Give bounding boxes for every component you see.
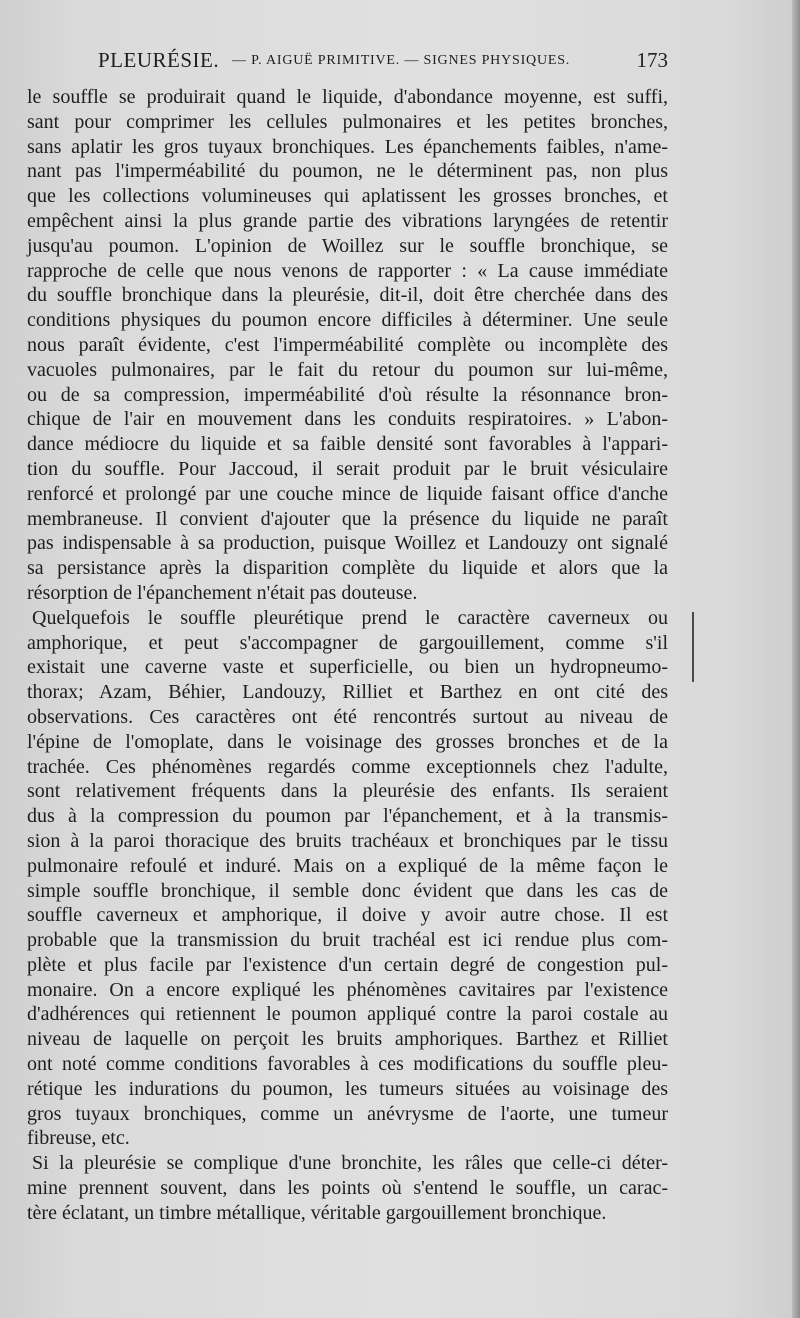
text-line: gros tuyaux bronchiques, comme un anévrysme de l'aorte, une tumeur [27, 1102, 668, 1125]
text-line: sa persistance après la disparition complète du liquide et alors que la [27, 557, 668, 580]
text-line: empêchent ainsi la plus grande partie des vibrations laryngées de retentir [27, 209, 668, 232]
text-line: rapproche de celle que nous venons de rapporter : « La cause immédiate [27, 259, 668, 282]
text-line: dance médiocre du liquide et sa faible densité sont favorables à l'appari- [27, 433, 668, 456]
text-line: simple souffle bronchique, il semble donc évident que dans les cas de [27, 879, 668, 902]
text-line: rétique les indurations du poumon, les tumeurs situées au voisinage des [27, 1077, 668, 1100]
text-line: tère éclatant, un timbre métallique, véritable gargouillement bronchique. [27, 1201, 607, 1224]
text-line: pulmonaire refoulé et induré. Mais on a expliqué de la même façon le [27, 854, 668, 877]
text-line: ont noté comme conditions favorables à ces modifications du souffle pleu- [27, 1053, 668, 1076]
text-line: monaire. On a encore expliqué les phénomènes cavitaires par l'existence [27, 978, 668, 1001]
text-line: observations. Ces caractères ont été rencontrés surtout au niveau de [27, 705, 668, 728]
text-line: renforcé et prolongé par une couche mince de liquide faisant office d'anche [27, 482, 668, 505]
body-text [27, 85, 668, 1226]
text-line: du souffle bronchique dans la pleurésie, dit-il, doit être cherchée dans des [27, 284, 668, 307]
running-title: PLEURÉSIE. [98, 48, 220, 72]
text-line: probable que la transmission du bruit trachéal est ici rendue plus com- [27, 929, 668, 952]
text-line: souffle caverneux et amphorique, il doive y avoir autre chose. Il est [27, 904, 668, 927]
text-line: thorax; Azam, Béhier, Landouzy, Rilliet et Barthez en ont cité des [27, 681, 668, 704]
text-line: fibreuse, etc. [27, 1127, 130, 1150]
text-line: chique de l'air en mouvement dans les conduits respiratoires. » L'abon- [27, 408, 668, 431]
text-line: mine prennent souvent, dans les points où s'entend le souffle, un carac- [27, 1177, 668, 1200]
text-line: que les collections volumineuses qui aplatissent les grosses bronches, et [27, 185, 668, 208]
text-line: tion du souffle. Pour Jaccoud, il serait produit par le bruit vésiculaire [27, 457, 668, 480]
text-line: sans aplatir les gros tuyaux bronchiques. Les épanchements faibles, n'ame- [27, 135, 668, 158]
text-line: trachée. Ces phénomènes regardés comme exceptionnels chez l'adulte, [27, 755, 668, 778]
text-line: d'adhérences qui retiennent le poumon appliqué contre la paroi costale au [27, 1003, 668, 1026]
text-line: membraneuse. Il convient d'ajouter que la présence du liquide ne paraît [27, 507, 668, 530]
text-line: vacuoles pulmonaires, par le fait du retour du poumon sur lui-même, [27, 358, 668, 381]
text-line: plète et plus facile par l'existence d'un certain degré de congestion pul- [27, 953, 668, 976]
text-line: sant pour comprimer les cellules pulmonaires et les petites bronches, [27, 110, 668, 133]
text-line: ou de sa compression, imperméabilité d'où résulte la résonnance bron- [27, 383, 668, 406]
page-number: 173 [636, 48, 668, 72]
running-subtitle: — P. AIGUË PRIMITIVE. — SIGNES PHYSIQUES. [232, 53, 571, 68]
text-line: dus à la compression du poumon par l'épanchement, et à la transmis- [27, 805, 668, 828]
text-line: jusqu'au poumon. L'opinion de Woillez sur le souffle bronchique, se [27, 234, 668, 257]
text-line: niveau de laquelle on perçoit les bruits amphoriques. Barthez et Rilliet [27, 1028, 668, 1051]
text-line: résorption de l'épanchement n'était pas douteuse. [27, 581, 418, 604]
text-line: l'épine de l'omoplate, dans le voisinage des grosses bronches et de la [27, 730, 668, 753]
text-line: pas indispensable à sa production, puisque Woillez et Landouzy ont signalé [27, 532, 668, 555]
text-line: sion à la paroi thoracique des bruits trachéaux et bronchiques par le tissu [27, 829, 668, 852]
margin-pencil-mark [692, 612, 694, 682]
text-line: nous paraît évidente, c'est l'imperméabilité complète ou incomplète des [27, 333, 668, 356]
text-line: conditions physiques du poumon encore difficiles à déterminer. Une seule [27, 309, 668, 332]
text-line: amphorique, et peut s'accompagner de gargouillement, comme s'il [27, 631, 668, 654]
text-line: Si la pleurésie se complique d'une bronchite, les râles que celle-ci déter- [32, 1152, 668, 1175]
text-line: existait une caverne vaste et superficielle, ou bien un hydropneumo- [27, 656, 668, 679]
text-line: nant pas l'imperméabilité du poumon, ne le déterminent pas, non plus [27, 160, 668, 183]
text-line: sont relativement fréquents dans la pleurésie des enfants. Ils seraient [27, 780, 668, 803]
page-spine-shadow [792, 0, 800, 1318]
text-line: le souffle se produirait quand le liquide, d'abondance moyenne, est suffi, [27, 86, 668, 108]
text-line: Quelquefois le souffle pleurétique prend le caractère caverneux ou [32, 606, 668, 629]
running-header [98, 42, 668, 72]
